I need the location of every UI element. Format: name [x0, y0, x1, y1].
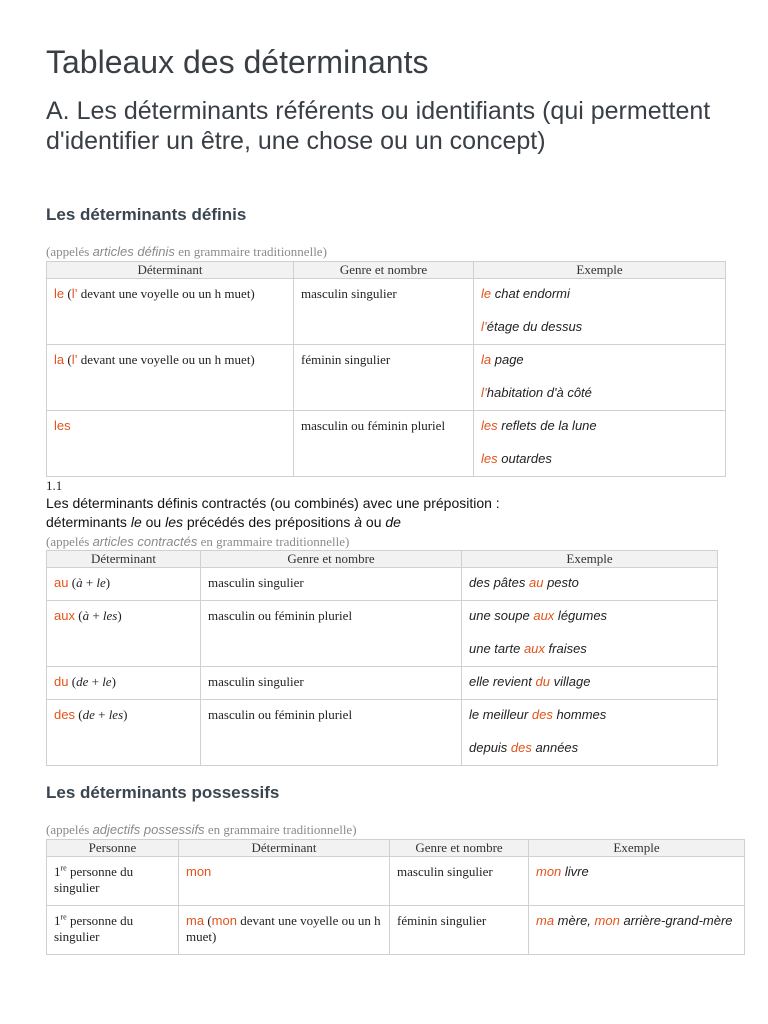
example-cell: les reflets de la lune les outardes: [474, 411, 726, 477]
personne-cell: 1re personne du singulier: [47, 906, 179, 955]
genre-cell: masculin ou féminin pluriel: [201, 700, 462, 766]
table-row: [47, 857, 745, 906]
example-cell: ma mère, mon arrière-grand-mère: [529, 906, 745, 955]
genre-cell: féminin singulier: [390, 906, 529, 955]
example-cell: le chat endormi l’étage du dessus: [474, 279, 726, 345]
contractes-table: [46, 550, 718, 766]
col-header-determinant: Déterminant: [47, 551, 201, 568]
col-header-personne: Personne: [47, 840, 179, 857]
determinant-cell: au (à + le): [47, 568, 201, 601]
determinant-cell: du (de + le): [47, 667, 201, 700]
possessifs-heading: Les déterminants possessifs: [46, 783, 280, 802]
genre-cell: masculin ou féminin pluriel: [201, 601, 462, 667]
contractes-intro-line1: Les déterminants définis contractés (ou combinés) avec une préposition :: [46, 495, 500, 511]
col-header-genre: Genre et nombre: [390, 840, 529, 857]
col-header-exemple: Exemple: [529, 840, 745, 857]
example-cell: la page l’habitation d'à côté: [474, 345, 726, 411]
determinant-cell: aux (à + les): [47, 601, 201, 667]
determinant-cell: le (l’ devant une voyelle ou un h muet): [47, 279, 294, 345]
section-a-heading: A. Les déterminants référents ou identifiants (qui permettent d'identifier un être, une chose ou un concept): [46, 97, 711, 155]
determinant-cell: les: [47, 411, 294, 477]
definis-heading: Les déterminants définis: [46, 205, 247, 224]
table-header-row: [47, 840, 745, 857]
col-header-exemple: Exemple: [462, 551, 718, 568]
col-header-determinant: Déterminant: [179, 840, 390, 857]
personne-cell: 1re personne du singulier: [47, 857, 179, 906]
table-row: [47, 345, 726, 411]
col-header-genre: Genre et nombre: [294, 262, 474, 279]
possessifs-table: [46, 839, 745, 955]
table-row: [47, 700, 718, 766]
possessifs-caption: (appelés adjectifs possessifs en grammaire traditionnelle): [46, 822, 357, 837]
example-cell: mon livre: [529, 857, 745, 906]
table-header-row: [47, 551, 718, 568]
table-row: [47, 906, 745, 955]
example-cell: le meilleur des hommes depuis des années: [462, 700, 718, 766]
genre-cell: masculin singulier: [201, 667, 462, 700]
table-row: [47, 279, 726, 345]
determinant-cell: la (l’ devant une voyelle ou un h muet): [47, 345, 294, 411]
genre-cell: masculin singulier: [201, 568, 462, 601]
determinant-cell: ma (mon devant une voyelle ou un h muet): [179, 906, 390, 955]
table-row: [47, 667, 718, 700]
col-header-determinant: Déterminant: [47, 262, 294, 279]
table-row: [47, 411, 726, 477]
page-title: Tableaux des déterminants: [46, 44, 429, 80]
table-row: [47, 601, 718, 667]
section-number: 1.1: [46, 478, 63, 493]
contractes-caption: (appelés articles contractés en grammaire traditionnelle): [46, 534, 350, 549]
table-header-row: [47, 262, 726, 279]
genre-cell: masculin ou féminin pluriel: [294, 411, 474, 477]
genre-cell: masculin singulier: [390, 857, 529, 906]
genre-cell: masculin singulier: [294, 279, 474, 345]
determinant-cell: mon: [179, 857, 390, 906]
example-cell: une soupe aux légumes une tarte aux fraises: [462, 601, 718, 667]
example-cell: elle revient du village: [462, 667, 718, 700]
table-row: [47, 568, 718, 601]
genre-cell: féminin singulier: [294, 345, 474, 411]
example-cell: des pâtes au pesto: [462, 568, 718, 601]
definis-table: [46, 261, 726, 477]
contractes-intro-line2: déterminants le ou les précédés des prépositions à ou de: [46, 514, 401, 530]
col-header-genre: Genre et nombre: [201, 551, 462, 568]
col-header-exemple: Exemple: [474, 262, 726, 279]
determinant-cell: des (de + les): [47, 700, 201, 766]
definis-caption: (appelés articles définis en grammaire traditionnelle): [46, 244, 327, 259]
